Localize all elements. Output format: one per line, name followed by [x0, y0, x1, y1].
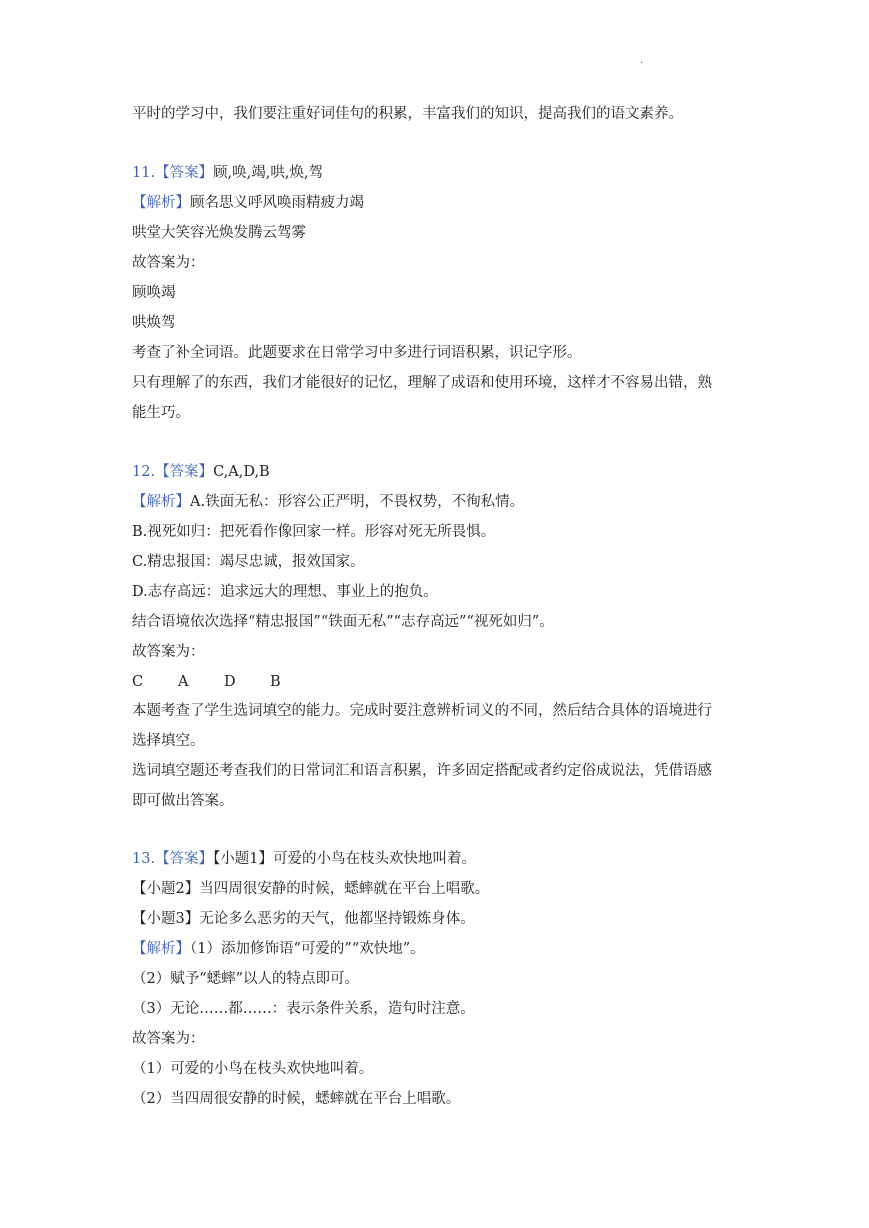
q11-analysis: 顾名思义呼风唤雨精疲力竭 — [190, 195, 364, 211]
q11-answer-tag: 【答案】 — [155, 165, 214, 181]
q13-p2: （2）赋予“蟋蟀”以人的特点即可。 — [132, 971, 360, 987]
q12-so: 故答案为： — [132, 644, 205, 660]
q11-number: 11. — [132, 165, 156, 181]
q13-sub1: 【小题1】可爱的小鸟在枝头欢快地叫着。 — [213, 851, 477, 867]
q11-analysis-line — [132, 193, 752, 213]
q12-letters — [132, 672, 752, 692]
q12-letter: C — [132, 674, 144, 690]
q11-note2a: 只有理解了的东西，我们才能很好的记忆，理解了成语和使用环境，这样才不容易出错，熟 — [132, 375, 712, 391]
q11-so: 故答案为： — [132, 255, 205, 271]
q12-note1a: 本题考查了学生选词填空的能力。完成时要注意辨析词义的不同，然后结合具体的语境进行 — [132, 703, 712, 719]
q12-letter: A — [178, 674, 189, 690]
q11-analysis-tag: 【解析】 — [132, 195, 190, 211]
q12-answer: C,A,D,B — [213, 464, 270, 480]
q12-a: A.铁面无私：形容公正严明，不畏权势，不徇私情。 — [190, 494, 525, 510]
q13-so: 故答案为： — [132, 1031, 205, 1047]
q11-note2b: 能生巧。 — [132, 405, 190, 421]
q13-analysis-tag: 【解析】 — [132, 941, 190, 957]
q12-letter: B — [270, 674, 281, 690]
q13-p3: （3）无论……都……：表示条件关系，造句时注意。 — [132, 1001, 475, 1017]
q12-letter: D — [224, 674, 236, 690]
q12-note2b: 即可做出答案。 — [132, 793, 234, 809]
q11-note1: 考查了补全词语。此题要求在日常学习中多进行词语积累，识记字形。 — [132, 345, 582, 361]
q13-f1: （1）可爱的小鸟在枝头欢快地叫着。 — [132, 1061, 374, 1077]
q12-analysis-tag: 【解析】 — [132, 494, 190, 510]
q12-answer-tag: 【答案】 — [155, 464, 214, 480]
q13-p1: （1）添加修饰语“可爱的”“欢快地”。 — [190, 941, 425, 957]
q13-sub2: 【小题2】当四周很安静的时候，蟋蟀就在平台上唱歌。 — [132, 881, 490, 897]
q11-line2: 哄堂大笑容光焕发腾云驾雾 — [132, 225, 306, 241]
intro-text: 平时的学习中，我们要注重好词佳句的积累，丰富我们的知识，提高我们的语文素养。 — [132, 106, 683, 122]
q12-number: 12. — [132, 464, 156, 480]
q13-answer-line — [132, 849, 752, 869]
q13-f2: （2）当四周很安静的时候，蟋蟀就在平台上唱歌。 — [132, 1091, 461, 1107]
q13-analysis-line — [132, 939, 752, 959]
q12-c: C.精忠报国：竭尽忠诚，报效国家。 — [132, 554, 365, 570]
q12-combine: 结合语境依次选择“精忠报国”“铁面无私”“志存高远”“视死如归”。 — [132, 614, 554, 630]
page-mark: . — [640, 55, 644, 66]
q12-answer-line — [132, 462, 752, 482]
q13-answer-tag: 【答案】 — [155, 851, 214, 867]
q11-ans2: 哄焕驾 — [132, 315, 176, 331]
q11-answer-line — [132, 163, 752, 183]
q12-analysis-line — [132, 492, 752, 512]
q12-b: B.视死如归：把死看作像回家一样。形容对死无所畏惧。 — [132, 524, 496, 540]
q13-number: 13. — [132, 851, 156, 867]
q11-ans1: 顾唤竭 — [132, 285, 176, 301]
q12-d: D.志存高远：追求远大的理想、事业上的抱负。 — [132, 584, 438, 600]
q11-answer: 顾,唤,竭,哄,焕,驾 — [213, 165, 324, 181]
q13-sub3: 【小题3】无论多么恶劣的天气，他都坚持锻炼身体。 — [132, 911, 475, 927]
q12-note2a: 选词填空题还考查我们的日常词汇和语言积累，许多固定搭配或者约定俗成说法，凭借语感 — [132, 763, 712, 779]
q12-note1b: 选择填空。 — [132, 733, 205, 749]
